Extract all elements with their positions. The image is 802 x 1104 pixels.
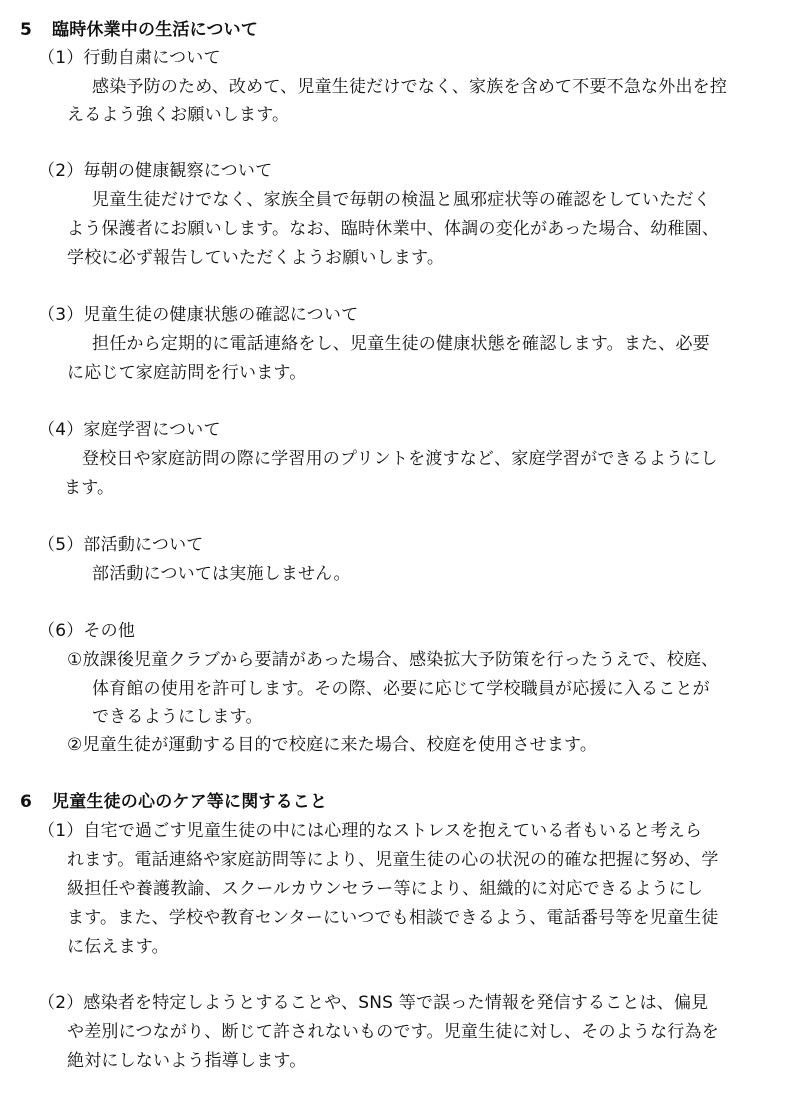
section-5-title: 臨時休業中の生活について — [52, 20, 259, 40]
item-5-6-line-2: 体育館の使用を許可します。その際、必要に応じて学校職員が応援に入ることが — [92, 679, 710, 699]
item-5-2-line-3: 学校に必ず報告していただくようお願いします。 — [67, 248, 445, 268]
item-5-3-line-2: に応じて家庭訪問を行います。 — [67, 363, 307, 383]
item-6-1-line-5: に伝えます。 — [67, 937, 169, 957]
item-6-1-line-3: 級担任や養護教諭、スクールカウンセラー等により、組織的に対応できるようにし — [67, 879, 704, 899]
item-5-4-line-1: 登校日や家庭訪問の際に学習用のプリントを渡すなど、家庭学習ができるようにし — [82, 449, 718, 469]
item-6-2-line-3: 絶対にしないよう指導します。 — [67, 1051, 307, 1071]
item-6-2-line-2: や差別につながり、断じて許されないものです。児童生徒に対し、そのような行為を — [67, 1022, 719, 1042]
item-5-6-label: （6）その他 — [38, 621, 136, 641]
item-5-6-line-3: できるようにします。 — [92, 707, 263, 727]
section-6-title: 児童生徒の心のケア等に関すること — [52, 792, 328, 812]
item-5-3-label: （3）児童生徒の健康状態の確認について — [38, 305, 359, 325]
item-5-3-line-1: 担任から定期的に電話連絡をし、児童生徒の健康状態を確認します。また、必要 — [92, 334, 710, 354]
item-5-1-line-2: えるよう強くお願いします。 — [67, 105, 290, 125]
item-5-6-line-1: ①放課後児童クラブから要請があった場合、感染拡大予防策を行ったうえで、校庭、 — [67, 650, 719, 670]
section-5-number: 5 — [20, 20, 33, 40]
item-5-4-label: （4）家庭学習について — [38, 420, 221, 440]
section-6-number: 6 — [20, 792, 33, 812]
item-5-1-label: （1）行動自粛について — [38, 48, 221, 68]
item-6-1-line-1: （1）自宅で過ごす児童生徒の中には心理的なストレスを抱えている者もいると考えら — [38, 821, 703, 841]
item-6-2-line-1: （2）感染者を特定しようとすることや、SNS 等で誤った情報を発信することは、偏見 — [38, 993, 709, 1013]
item-5-2-line-1: 児童生徒だけでなく、家族全員で毎朝の検温と風邪症状等の確認をしていただく — [92, 190, 711, 210]
item-5-2-line-2: よう保護者にお願いします。なお、臨時休業中、体調の変化があった場合、幼稚園、 — [67, 219, 720, 239]
item-5-6-line-4: ②児童生徒が運動する目的で校庭に来た場合、校庭を使用させます。 — [67, 735, 598, 755]
item-6-1-line-2: れます。電話連絡や家庭訪問等により、児童生徒の心の状況の的確な把握に努め、学 — [67, 850, 719, 870]
item-6-1-line-4: ます。また、学校や教育センターにいつでも相談できるよう、電話番号等を児童生徒 — [67, 908, 719, 928]
item-5-2-label: （2）毎朝の健康観察について — [38, 161, 273, 181]
item-5-5-label: （5）部活動について — [38, 535, 204, 555]
item-5-5-line-1: 部活動については実施しません。 — [92, 564, 351, 584]
item-5-4-line-2: ます。 — [64, 478, 115, 498]
item-5-1-line-1: 感染予防のため、改めて、児童生徒だけでなく、家族を含めて不要不急な外出を控 — [92, 77, 728, 97]
